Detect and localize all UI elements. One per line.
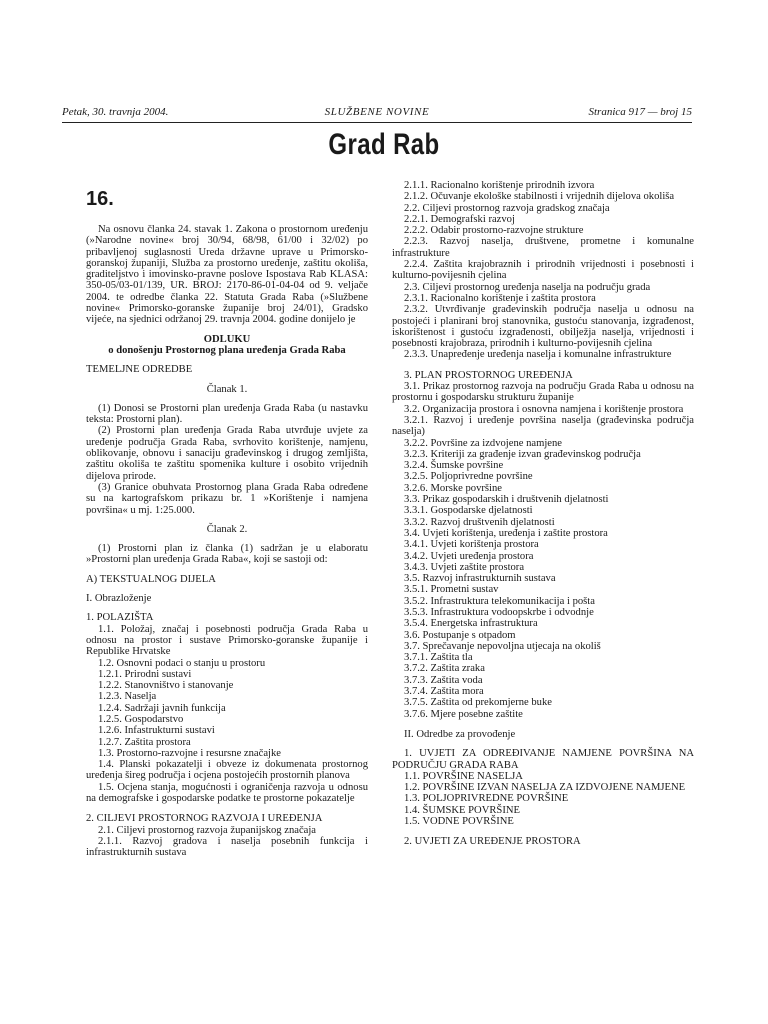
decision-title: ODLUKU (203, 333, 251, 345)
list-item: 3.4.2. Uvjeti uređenja prostora (404, 550, 534, 562)
list-item: 2.3.1. Racionalno korištenje i zaštita prostora (404, 292, 596, 304)
article-1-paragraph: (1) Donosi se Prostorni plan uređenja Grada Raba (u nastavku teksta: Prostorni plan). (86, 402, 368, 426)
list-item: 1.2.3. Naselja (98, 691, 157, 703)
list-item: 2.2.4. Zaštita krajobraznih i prirodnih vrijednosti i posebnosti i kulturno-povijesnih cjelina (392, 259, 694, 282)
decision-subtitle: o donošenju Prostornog plana uređenja Grada Raba (108, 344, 346, 356)
list-item: 1.3. POLJOPRIVREDNE POVRŠINE (404, 793, 569, 805)
article-1-heading: Članak 1. (206, 383, 248, 395)
list-item: 2.1.2. Očuvanje ekološke stabilnosti i vrijednih dijelova okoliša (404, 191, 675, 203)
intro-paragraph: Na osnovu članka 24. stavak 1. Zakona o prostornom uređenju (»Narodne novine« broj 30/94, 68/98, 61/00 i 32/02) po pribavljenoj suglasnosti Ureda državne uprave u Primorsko-goranskoj županiji, Služba za prostorno uređenje, zaštitu okoliša, graditeljstvo i imovinsko-pravne poslove Ispostava Rab KLASA: 350-05/03-01/139, UR. BROJ: 2170-86-01-04-04 od 9. veljače 2004. te odredbe članka 22. Statuta Grada Raba (»Službene novine« Primorsko-goranske županije broj 24/01), Gradsko vijeće, na sjednici održanoj 29. travnja 2004. godine donijelo je (86, 224, 368, 326)
list-item: 3.7.5. Zaštita od prekomjerne buke (404, 697, 552, 709)
list-item: 1.1. POVRŠINE NASELJA (404, 770, 523, 782)
list-item: 3.5.3. Infrastruktura vodoopskrbe i odvodnje (404, 606, 594, 618)
page-header (62, 104, 692, 123)
part-a-heading: A) TEKSTUALNOG DIJELA (86, 573, 216, 585)
list-item: 2.2.1. Demografski razvoj (404, 213, 515, 225)
list-item: 3.3.2. Razvoj društvenih djelatnosti (404, 516, 555, 528)
chapter-2-list (86, 825, 368, 859)
list-item: 3.7.2. Zaštita zraka (404, 663, 485, 675)
header-date: Petak, 30. travnja 2004. (62, 106, 169, 118)
list-item: 3.4. Uvjeti korištenja, uređenja i zaštite prostora (404, 527, 608, 539)
list-item: 1.4. Planski pokazatelji i obveze iz dokumenata prostornog uređenja šireg područja i ocjena postojećih prostornih planova (86, 759, 368, 782)
list-item: 3.5. Razvoj infrastrukturnih sustava (404, 573, 556, 585)
list-item: 1.2.6. Infastrukturni sustavi (98, 725, 215, 737)
list-item: 3.3. Prikaz gospodarskih i društvenih djelatnosti (404, 494, 609, 506)
chapter-3-list (392, 381, 694, 720)
list-item: 1.2.1. Prirodni sustavi (98, 668, 192, 680)
chapter-2-heading: 2. CILJEVI PROSTORNOG RAZVOJA I UREĐENJA (86, 813, 323, 825)
list-item: 2.2. Ciljevi prostornog razvoja gradskog značaja (404, 202, 610, 214)
article-1-paragraph: (3) Granice obuhvata Prostornog plana Grada Raba određene su na kartografskom prikazu br. 1 »Korištenje i namjena površina« u mj. 1:25.000. (86, 481, 368, 516)
list-item: 1.2.2. Stanovništvo i stanovanje (98, 680, 234, 692)
list-item: 3.2.4. Šumske površine (404, 460, 504, 472)
left-column (86, 180, 368, 859)
list-item: 2.1. Ciljevi prostornog razvoja županijskog značaja (98, 824, 316, 836)
list-item: 1.2.7. Zaštita prostora (98, 736, 191, 748)
list-item: 1.2.5. Gospodarstvo (98, 713, 184, 725)
list-item: 2.2.2. Odabir prostorno-razvojne strukture (404, 225, 584, 237)
list-item: 3.7.4. Zaštita mora (404, 686, 484, 698)
section-heading: TEMELJNE ODREDBE (86, 364, 193, 376)
list-item: 3.4.3. Uvjeti zaštite prostora (404, 561, 525, 573)
list-item: 1.4. ŠUMSKE POVRŠINE (404, 804, 520, 816)
list-item: 3.7.1. Zaštita tla (404, 652, 473, 664)
list-item: 1.5. VODNE POVRŠINE (404, 816, 514, 828)
list-item: 3.2.2. Površine za izdvojene namjene (404, 437, 562, 449)
list-item: 1. UVJETI ZA ODREĐIVANJE NAMJENE POVRŠINA NA PODRUČJU GRADA RABA (392, 748, 694, 771)
list-item: 1.5. Ocjena stanja, mogućnosti i ograničenja razvoja u odnosu na demografske i gospodarske podatke te prostorne pokazatelje (86, 781, 368, 805)
article-2-heading: Članak 2. (206, 523, 248, 535)
header-page-number: Stranica 917 — broj 15 (588, 106, 692, 118)
chapter-2-continued-list (392, 180, 694, 361)
list-item: 3.7. Sprečavanje nepovoljna utjecaja na okoliš (404, 640, 601, 652)
right-column (392, 180, 694, 848)
header-publication: SLUŽBENE NOVINE (324, 106, 430, 118)
provisions-chapter-2-heading: 2. UVJETI ZA UREĐENJE PROSTORA (404, 836, 581, 848)
list-item: 3.7.3. Zaštita voda (404, 674, 483, 686)
list-item: 1.3. Prostorno-razvojne i resursne značajke (98, 747, 281, 759)
page-title: Grad Rab (328, 128, 440, 161)
list-item: 3.2.1. Razvoj i uređenje površina naselja (građevinska područja naselja) (392, 414, 694, 438)
list-item: 3.1. Prikaz prostornog razvoja na području Grada Raba u odnosu na prostornu i gospodarsku strukturu županije (392, 381, 694, 404)
article-1-paragraph: (2) Prostorni plan uređenja Grada Raba utvrđuje uvjete za uređenje područja Grada Raba, svrhovito korištenje, namjenu, oblikovanje, obnovu i sanaciju građevinskog i drugog zemljišta, zaštitu okoliša te zaštitu spomenika kulture i osobito vrijednih dijelova prirode. (86, 425, 368, 482)
chapter-1-list (86, 624, 368, 805)
list-item: 2.1.1. Racionalno korištenje prirodnih izvora (404, 180, 595, 191)
part-i-heading: I. Obrazloženje (86, 593, 152, 605)
document-number: 16. (86, 188, 114, 210)
list-item: 1.2. Osnovni podaci o stanju u prostoru (98, 657, 266, 669)
list-item: 2.1.1. Razvoj gradova i naselja posebnih funkcija i infrastrukturnih sustava (86, 835, 368, 859)
list-item: 3.5.4. Energetska infrastruktura (404, 618, 538, 630)
part-ii-heading: II. Odredbe za provođenje (404, 728, 516, 740)
provisions-list (392, 748, 694, 827)
list-item: 3.2. Organizacija prostora i osnovna namjena i korištenje prostora (404, 403, 684, 415)
list-item: 3.5.2. Infrastruktura telekomunikacija i pošta (404, 595, 595, 607)
list-item: 3.3.1. Gospodarske djelatnosti (404, 505, 533, 517)
list-item: 3.2.3. Kriteriji za građenje izvan građevinskog područja (404, 448, 641, 460)
list-item: 3.6. Postupanje s otpadom (404, 629, 516, 641)
article-2-paragraph: (1) Prostorni plan iz članka (1) sadržan je u elaboratu »Prostorni plan uređenja Grada Raba«, koji se sastoji od: (86, 543, 368, 566)
list-item: 2.3.2. Utvrđivanje građevinskih područja naselja u odnosu na postojeći i planirani broj stanovnika, gustoću stanovanja, izgrađenost, iskorištenost i gustoću izgrađenosti, obilježja naselja, vrijednosti i posebnosti krajobraza, prirodnih i kulturno-povijesnih cjelina (392, 304, 694, 350)
list-item: 1.1. Položaj, značaj i posebnosti područja Grada Raba u odnosu na prostor i sustave Primorsko-goranske županije i Republike Hrvatske (86, 623, 368, 658)
list-item: 3.2.6. Morske površine (404, 482, 502, 494)
list-item: 1.2. POVRŠINE IZVAN NASELJA ZA IZDVOJENE NAMJENE (404, 782, 686, 794)
list-item: 1.2.4. Sadržaji javnih funkcija (98, 702, 226, 714)
chapter-1-heading: 1. POLAZIŠTA (86, 612, 154, 624)
chapter-3-heading: 3. PLAN PROSTORNOG UREĐENJA (404, 369, 573, 381)
list-item: 2.3.3. Unapređenje uređenja naselja i komunalne infrastrukture (404, 349, 672, 361)
list-item: 3.7.6. Mjere posebne zaštite (404, 708, 523, 720)
list-item: 2.2.3. Razvoj naselja, društvene, prometne i komunalne infrastrukture (392, 236, 694, 259)
list-item: 3.5.1. Prometni sustav (404, 584, 499, 596)
list-item: 3.4.1. Uvjeti korištenja prostora (404, 539, 539, 551)
list-item: 3.2.5. Poljoprivredne površine (404, 471, 533, 483)
list-item: 2.3. Ciljevi prostornog uređenja naselja na području grada (404, 281, 651, 293)
